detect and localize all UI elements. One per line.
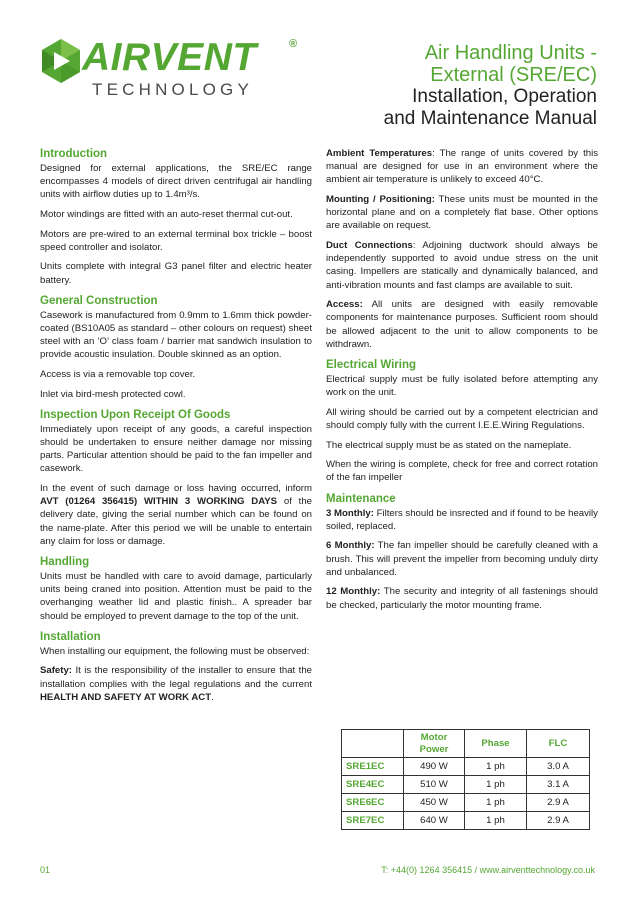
airvent-logo-icon bbox=[40, 38, 82, 84]
introduction-paragraph: Units complete with integral G3 panel filter and electric heater battery. bbox=[40, 261, 312, 286]
installation-paragraph: When installing our equipment, the following must be observed: bbox=[40, 645, 310, 657]
registered-mark: ® bbox=[289, 38, 298, 50]
introduction-paragraph: Motor windings are fitted with an auto-reset thermal cut-out. bbox=[40, 209, 293, 220]
introduction-paragraph: Motors are pre-wired to an external terminal box trickle – boost speed controller and isolator. bbox=[40, 228, 312, 253]
brand-logo bbox=[40, 36, 310, 106]
left-column bbox=[40, 147, 312, 710]
document-title bbox=[384, 42, 597, 130]
electrical-paragraph: When the wiring is complete, check for free and correct rotation of the fan impeller bbox=[326, 459, 598, 484]
flc-cell: 2.9 A bbox=[527, 794, 590, 812]
motor-power-cell: 640 W bbox=[404, 812, 465, 830]
title-line-3: Installation, Operation bbox=[412, 86, 597, 107]
motor-power-cell: 490 W bbox=[404, 758, 465, 776]
motor-power-cell: 450 W bbox=[404, 794, 465, 812]
motor-spec-table bbox=[341, 729, 590, 830]
title-line-2: External (SRE/EC) bbox=[430, 64, 597, 86]
table-header-model bbox=[342, 730, 404, 758]
maintenance-6-monthly: 6 Monthly: The fan impeller should be carefully cleaned with a brush. This will prevent the impeller from becoming unduly dirty and unbalanced. bbox=[326, 540, 598, 578]
electrical-heading: Electrical Wiring bbox=[326, 359, 417, 372]
table-row bbox=[342, 776, 590, 794]
maintenance-heading: Maintenance bbox=[326, 492, 396, 505]
model-cell: SRE4EC bbox=[342, 776, 404, 794]
table-header-flc: FLC bbox=[527, 730, 590, 758]
flc-cell: 3.1 A bbox=[527, 776, 590, 794]
inspection-paragraph: In the event of such damage or loss having occurred, inform AVT (01264 356415) WITHIN 3 WORKING DAYS of the delivery date, giving the serial number which can be found on the name-plate. After this period we will be unable to entertain any claim for loss or damage. bbox=[40, 483, 312, 547]
phase-cell: 1 ph bbox=[465, 758, 527, 776]
model-cell: SRE7EC bbox=[342, 812, 404, 830]
table-row bbox=[342, 812, 590, 830]
ambient-paragraph: Ambient Temperatures: The range of units covered by this manual are designed for use in an environment where the ambient air temperature is unlikely to exceed 40°C. bbox=[326, 148, 599, 186]
electrical-paragraph: The electrical supply must be as stated on the nameplate. bbox=[326, 439, 572, 451]
title-line-4: and Maintenance Manual bbox=[383, 108, 597, 129]
table-row bbox=[342, 758, 590, 776]
footer-contact: T: +44(0) 1264 356415 / www.airventtechnology.co.uk bbox=[381, 865, 595, 875]
electrical-paragraph: Electrical supply must be fully isolated before attempting any work on the unit. bbox=[326, 374, 598, 399]
duct-paragraph: Duct Connections: Adjoining ductwork should always be independently supported to avoid undue stress on the unit casing. Impellers are statically and dynamically balanced, and anti-vibration mounts and fast clamps are available to suit. bbox=[326, 240, 598, 291]
maintenance-3-monthly: 3 Monthly: Filters should be insrected and if found to be heavily soiled, replaced. bbox=[326, 507, 598, 532]
inspection-paragraph: Immediately upon receipt of any goods, a careful inspection should be undertaken to ensure neither damage nor missing parts. Particular attention should be paid to the fan impeller and casework. bbox=[40, 423, 312, 475]
phase-cell: 1 ph bbox=[465, 776, 527, 794]
introduction-paragraph: Designed for external applications, the SRE/EC range encompasses 4 models of direct driven centrifugal air handling units with airflow duties up to 1.4m³/s. bbox=[40, 163, 312, 201]
title-line-1: Air Handling Units - bbox=[424, 42, 597, 64]
motor-power-cell: 510 W bbox=[404, 776, 465, 794]
construction-paragraph: Access is via a removable top cover. bbox=[40, 369, 196, 380]
brand-subtitle: TECHNOLOGY bbox=[92, 80, 254, 99]
construction-paragraph: Casework is manufactured from 0.9mm to 1.6mm thick powder-coated (BS10A05 as standard – other colours on request) sheet steel with an ‘O’ class foam / barrier mat sandwich insulation to provide acoustic insulation. Double skinned as an option. bbox=[40, 309, 312, 361]
flc-cell: 3.0 A bbox=[527, 758, 590, 776]
safety-paragraph: Safety: It is the responsibility of the installer to ensure that the installation complies with the legal regulations and the current HEALTH AND SAFETY AT WORK ACT. bbox=[40, 665, 312, 703]
phase-cell: 1 ph bbox=[465, 812, 527, 830]
inspection-heading: Inspection Upon Receipt Of Goods bbox=[40, 408, 231, 421]
model-cell: SRE6EC bbox=[342, 794, 404, 812]
flc-cell: 2.9 A bbox=[527, 812, 590, 830]
right-column bbox=[326, 147, 598, 618]
table-row bbox=[342, 794, 590, 812]
table-header-row bbox=[342, 730, 590, 758]
construction-heading: General Construction bbox=[40, 294, 158, 307]
table-header-motor-power: Motor Power bbox=[404, 730, 465, 758]
mounting-paragraph: Mounting / Positioning: These units must be mounted in the horizontal plane and on a completely flat base. Other options are available on request. bbox=[326, 194, 598, 232]
handling-heading: Handling bbox=[40, 556, 90, 569]
model-cell: SRE1EC bbox=[342, 758, 404, 776]
brand-name: AIRVENT bbox=[82, 36, 257, 79]
table-header-phase: Phase bbox=[465, 730, 527, 758]
handling-paragraph: Units must be handled with care to avoid damage, particularly units being craned into position. Attention must be paid to the overhanging weather lid and plastic finish.. A spreader bar should be employed to prevent damage to the top of the unit. bbox=[40, 571, 312, 622]
installation-heading: Installation bbox=[40, 630, 101, 643]
phase-cell: 1 ph bbox=[465, 794, 527, 812]
electrical-paragraph: All wiring should be carried out by a competent electrician and should comply fully with the current I.E.E.Wiring Regulations. bbox=[326, 406, 598, 432]
page-number: 01 bbox=[40, 865, 51, 875]
introduction-heading: Introduction bbox=[40, 148, 108, 160]
maintenance-12-monthly: 12 Monthly: The security and integrity of all fastenings should be checked, particularly the motor mounting frame. bbox=[326, 586, 598, 611]
claims-deadline: AVT (01264 356415) WITHIN 3 WORKING DAYS bbox=[40, 496, 278, 508]
access-paragraph: Access: All units are designed with easily removable components for maintenance purposes. Sufficient room should be allowed adjacent to the unit to allow components to be withdrawn. bbox=[326, 299, 598, 350]
construction-paragraph: Inlet via bird-mesh protected cowl. bbox=[40, 388, 186, 400]
